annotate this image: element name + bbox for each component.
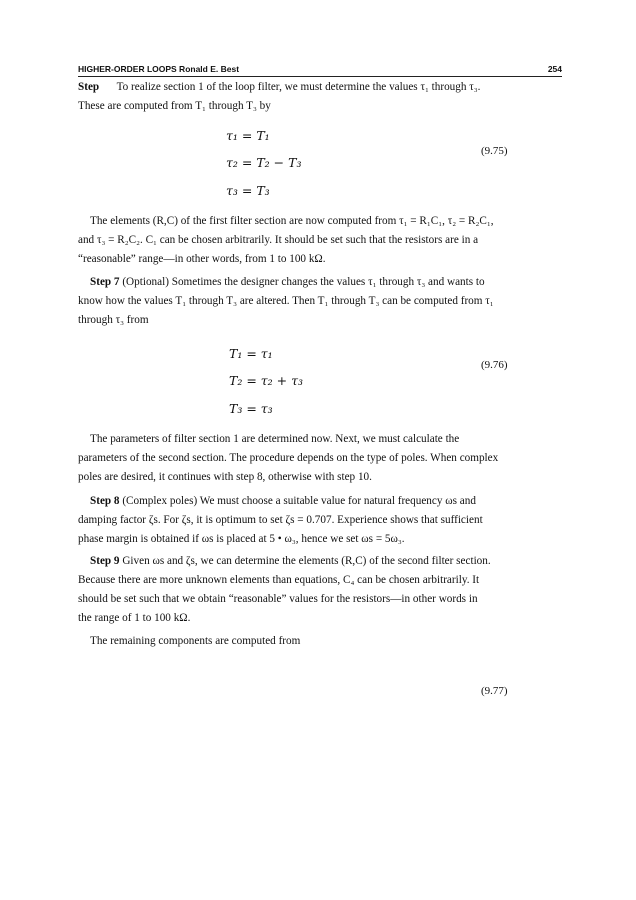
paragraph-step-8 (78, 492, 562, 549)
text-line: “reasonable” range—in other words, from 1 to 100 kΩ. (78, 253, 326, 265)
paragraph-step-intro (78, 78, 562, 116)
equation-line: τ₂ = T₂ − T₃ (226, 155, 302, 170)
text-line: (Optional) Sometimes the designer changes the values τ₁ through τ₃ and wants to (122, 276, 485, 288)
equation-line: τ₃ = T₃ (226, 183, 270, 198)
step-label: Step 8 (90, 495, 120, 507)
paragraph-step-7 (78, 273, 562, 330)
text-line: phase margin is obtained if ωs is placed at 5 • ω₃, hence we set ωs = 5ω₃. (78, 533, 405, 545)
running-header (78, 62, 562, 76)
equation-line: T₃ = τ₃ (229, 401, 273, 416)
page-number: 254 (547, 64, 562, 74)
text-line: poles are desired, it continues with step 8, otherwise with step 10. (78, 471, 372, 483)
text-line: through τ₃ from (78, 314, 149, 326)
header-title: HIGHER-ORDER LOOPS Ronald E. Best (78, 64, 240, 74)
paragraph-elements (78, 212, 562, 269)
text-line: know how the values T₁ through T₃ are altered. Then T₁ through T₃ can be computed from τ₁ (78, 295, 494, 307)
text-line: The parameters of filter section 1 are determined now. Next, we must calculate the (90, 433, 460, 445)
text-line: Because there are more unknown elements than equations, C₄ can be chosen arbitrarily. It (78, 574, 480, 586)
text-line: damping factor ζs. For ζs, it is optimum to set ζs = 0.707. Experience shows that sufficient (78, 514, 483, 526)
equation-line: T₁ = τ₁ (229, 346, 273, 361)
equation-line: τ₁ = T₁ (226, 128, 270, 143)
header-rule (78, 76, 562, 77)
step-label: Step (78, 81, 100, 93)
text-line: The remaining components are computed from (90, 635, 301, 647)
text-line: (Complex poles) We must choose a suitable value for natural frequency ωs and (122, 495, 476, 507)
equation-line: T₂ = τ₂ + τ₃ (229, 373, 304, 388)
paragraph-remaining (78, 632, 562, 651)
equation-number: (9.77) (481, 685, 508, 697)
text-line: parameters of the second section. The procedure depends on the type of poles. When complex (78, 452, 499, 464)
text-line: and τ₃ = R₂C₂. C₁ can be chosen arbitrarily. It should be set such that the resistors are in a (78, 234, 479, 246)
equation-number: (9.76) (481, 359, 508, 371)
text-line: The elements (R,C) of the first filter section are now computed from τ₁ = R₁C₁, τ₂ = R₂C₁, (90, 215, 494, 227)
equation-number: (9.75) (481, 145, 508, 157)
text-line: should be set such that we obtain “reasonable” values for the resistors—in other words in (78, 593, 478, 605)
text-line: These are computed from T₁ through T₃ by (78, 100, 271, 112)
text-line: the range of 1 to 100 kΩ. (78, 612, 191, 624)
text-line: To realize section 1 of the loop filter, we must determine the values τ₁ through τ₃. (116, 81, 481, 93)
paragraph-step-9 (78, 552, 562, 628)
text-line: Given ωs and ζs, we can determine the elements (R,C) of the second filter section. (122, 555, 491, 567)
paragraph-section-1-done (78, 430, 562, 487)
step-label: Step 9 (90, 555, 120, 567)
step-label: Step 7 (90, 276, 120, 288)
